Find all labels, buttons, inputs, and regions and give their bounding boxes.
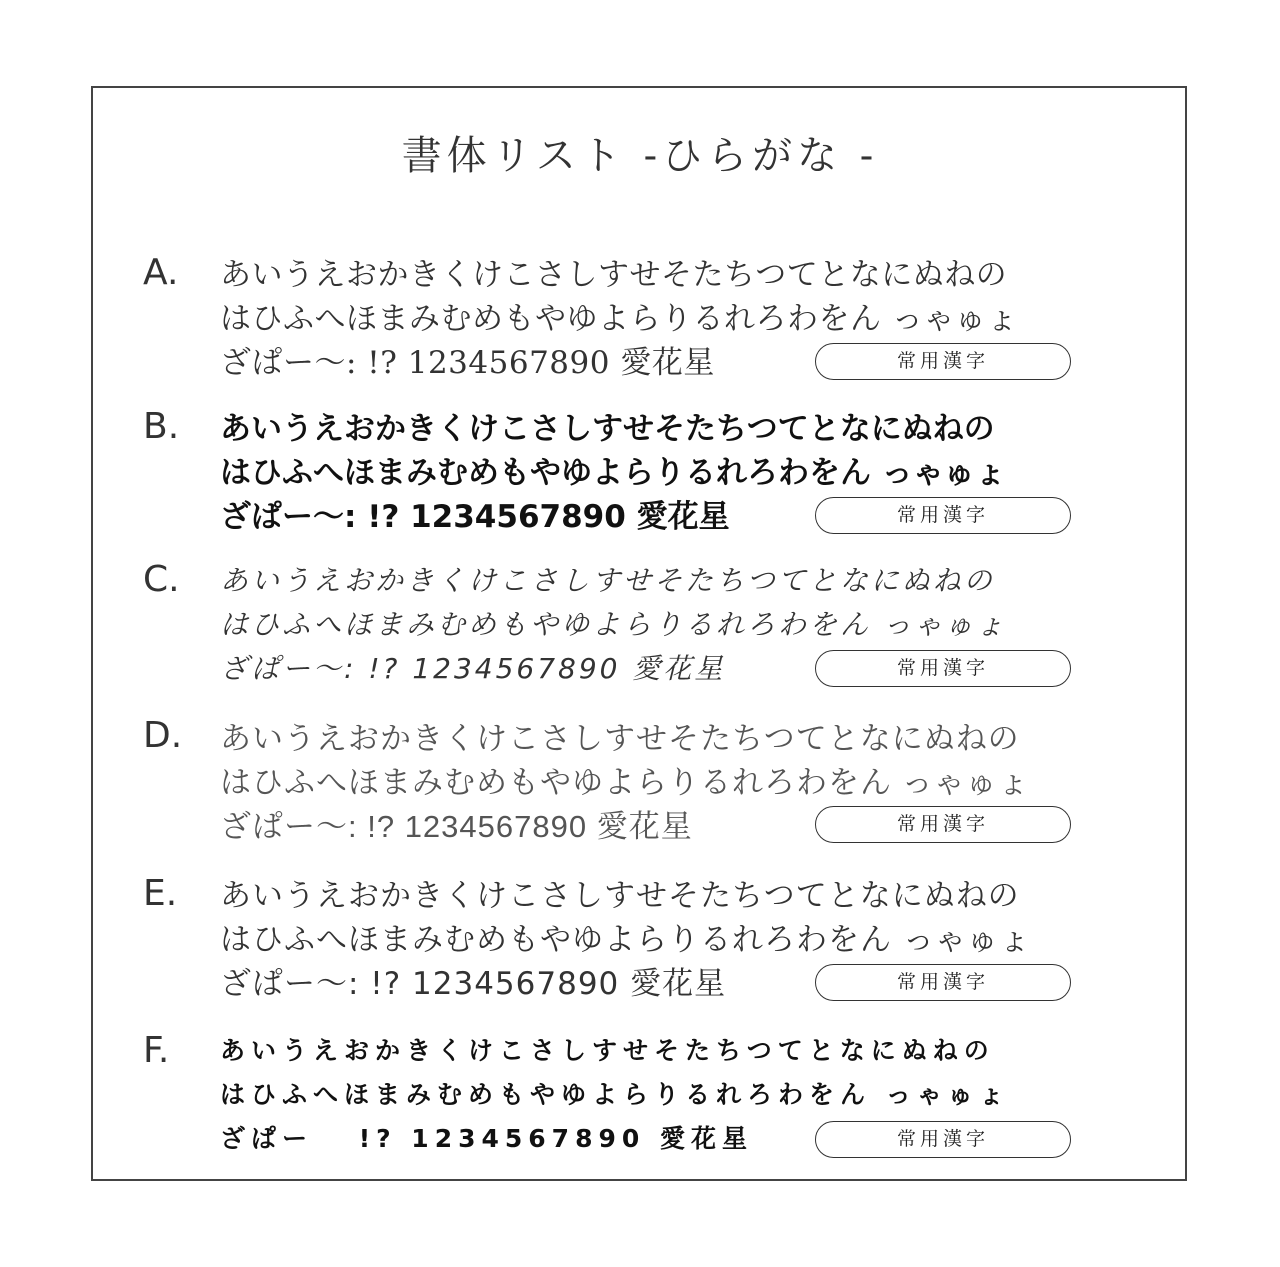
sample-line-2: はひふへほまみむめもやゆよらりるれろわをん っゃゅょ — [220, 455, 1006, 491]
font-sample-e — [0, 873, 1280, 1013]
joyo-kanji-badge: 常用漢字 — [815, 650, 1071, 687]
font-letter: F. — [143, 1030, 170, 1071]
joyo-kanji-badge: 常用漢字 — [815, 964, 1071, 1001]
sample-line-1: あいうえおかきくけこさしすせそたちつてとなにぬねの — [220, 1036, 995, 1065]
sample-line-3: ざぱー～: !? 1234567890 愛花星 — [220, 809, 693, 844]
page-title: 書体リスト -ひらがな - — [401, 133, 879, 179]
font-sample-f — [0, 1030, 1280, 1170]
joyo-kanji-badge: 常用漢字 — [815, 806, 1071, 843]
sample-line-1: あいうえおかきくけこさしすせそたちつてとなにぬねの — [220, 721, 1020, 756]
joyo-kanji-badge: 常用漢字 — [815, 1121, 1071, 1158]
font-sample-d — [0, 715, 1280, 855]
sample-line-1: あいうえおかきくけこさしすせそたちつてとなにぬねの — [220, 878, 1020, 914]
sample-line-3: ざぱー～: !? 1234567890 愛花星 — [220, 652, 726, 685]
font-letter: C. — [143, 559, 180, 600]
sample-line-1: あいうえおかきくけこさしすせそたちつてとなにぬねの — [220, 564, 995, 597]
font-sample-b — [0, 406, 1280, 546]
sample-line-3: ざぱー～: !? 1234567890 愛花星 — [220, 966, 727, 1002]
sample-line-2: はひふへほまみむめもやゆよらりるれろわをん っゃゅょ — [220, 1080, 1010, 1109]
joyo-kanji-badge: 常用漢字 — [815, 497, 1071, 534]
font-letter: A. — [143, 252, 179, 293]
sample-line-2: はひふへほまみむめもやゆよらりるれろわをん っゃゅょ — [220, 922, 1031, 958]
sample-line-3: ざぱー～: !? 1234567890 愛花星 — [220, 499, 730, 535]
font-sample-c — [0, 559, 1280, 699]
font-letter: E. — [143, 873, 178, 914]
sample-line-2: はひふへほまみむめもやゆよらりるれろわをん っゃゅょ — [220, 765, 1030, 800]
sample-line-3: ざぱー～: !? 1234567890 愛花星 — [220, 345, 715, 381]
joyo-kanji-badge: 常用漢字 — [815, 343, 1071, 380]
sample-line-2: はひふへほまみむめもやゆよらりるれろわをん っゃゅょ — [220, 608, 1007, 641]
sample-line-1: あいうえおかきくけこさしすせそたちつてとなにぬねの — [220, 411, 995, 447]
font-sample-a — [0, 252, 1280, 392]
sample-line-3: ざぱー !? 1234567890 愛花星 — [220, 1124, 753, 1153]
sample-line-1: あいうえおかきくけこさしすせそたちつてとなにぬねの — [220, 257, 1008, 293]
sample-line-2: はひふへほまみむめもやゆよらりるれろわをん っゃゅょ — [220, 301, 1018, 337]
font-letter: B. — [143, 406, 180, 447]
font-letter: D. — [143, 715, 183, 756]
